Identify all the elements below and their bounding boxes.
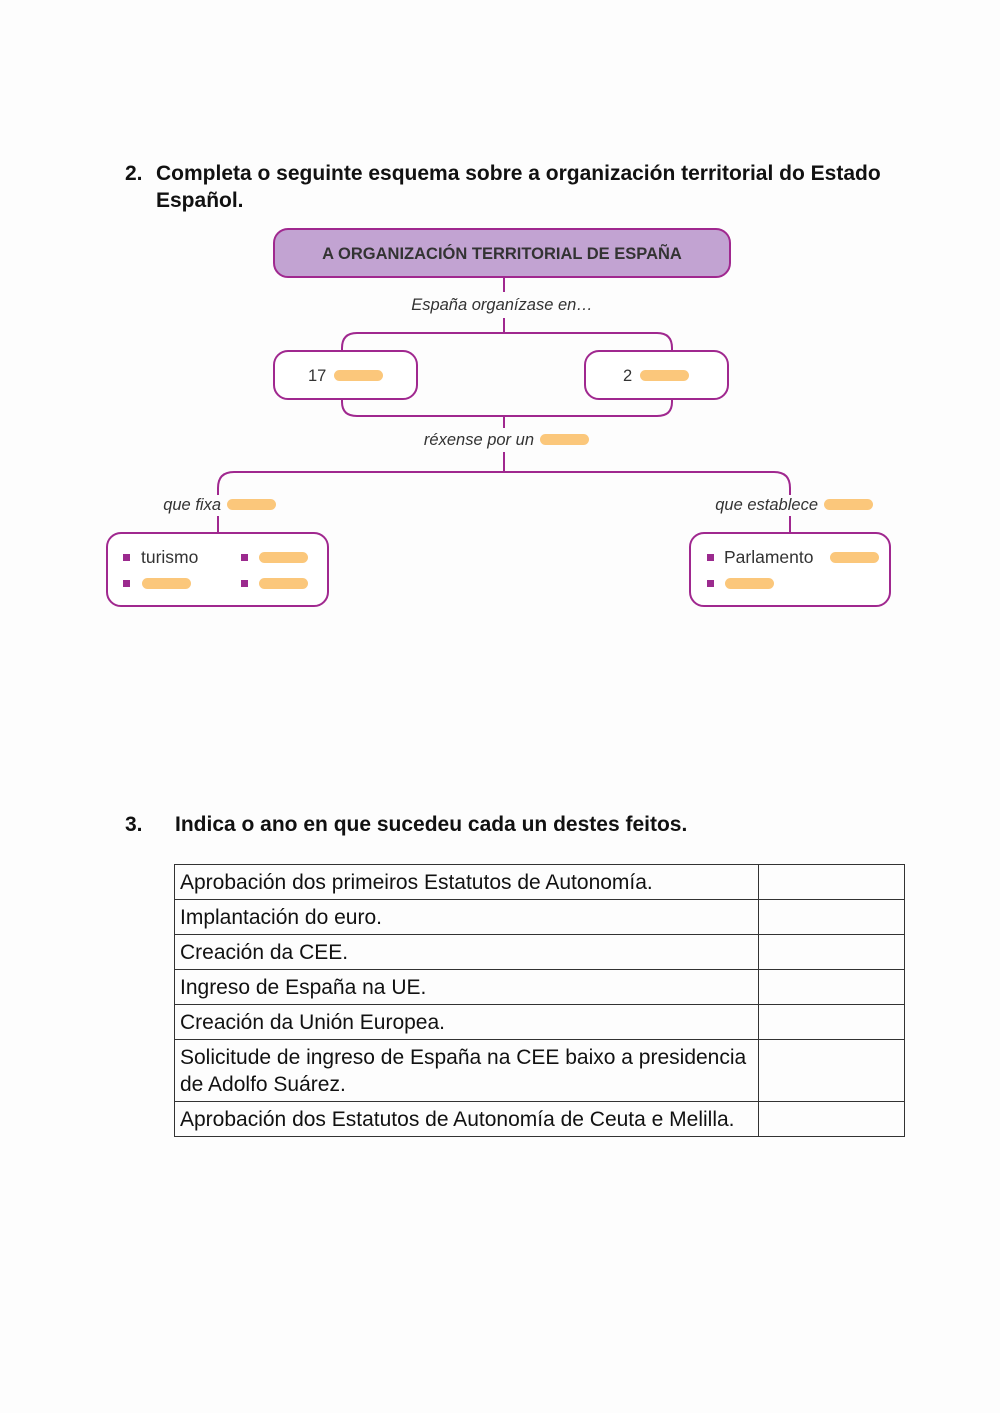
bullet-icon (123, 554, 130, 561)
fact-cell: Ingreso de España na UE. (175, 970, 759, 1005)
blank-fixa[interactable] (227, 499, 276, 510)
diagram-title: A ORGANIZACIÓN TERRITORIAL DE ESPAÑA (322, 245, 682, 263)
label-fixa: que fixa (163, 496, 221, 514)
question-text: Indica o ano en que sucedeu cada un destes feitos. (175, 813, 688, 836)
year-answer-cell[interactable] (759, 1005, 905, 1040)
question-text: Completa o seguinte esquema sobre a organización territorial do Estado Español. (156, 162, 881, 212)
question-number: 2. (125, 162, 143, 185)
bullet-icon (241, 554, 248, 561)
box-communities-number: 17 (308, 367, 327, 385)
year-answer-cell[interactable] (759, 970, 905, 1005)
table-row (175, 1102, 905, 1137)
blank-rexense[interactable] (540, 434, 589, 445)
label-establece: que establece (715, 496, 818, 514)
table-row (175, 865, 905, 900)
year-answer-cell[interactable] (759, 1102, 905, 1137)
page-cut-mask (170, 1172, 930, 1212)
fact-cell: Creación da Unión Europea. (175, 1005, 759, 1040)
territorial-organization-diagram (0, 0, 1000, 700)
bullet-icon (707, 554, 714, 561)
blank-establece[interactable] (824, 499, 873, 510)
box-competences (107, 533, 328, 606)
institution-item: Parlamento (724, 547, 814, 567)
question-number: 3. (125, 813, 143, 836)
blank-communities[interactable] (334, 370, 383, 381)
blank-competence[interactable] (259, 552, 308, 563)
blank-institution[interactable] (830, 552, 879, 563)
fact-cell: Aprobación dos primeiros Estatutos de Autonomía. (175, 865, 759, 900)
table-row (175, 1040, 905, 1102)
competence-item: turismo (141, 547, 199, 567)
table-row (175, 935, 905, 970)
year-answer-cell[interactable] (759, 1040, 905, 1102)
facts-table (174, 864, 905, 1137)
connector-lines (218, 277, 790, 533)
bullet-icon (707, 580, 714, 587)
label-organizase: España organízase en… (411, 296, 593, 314)
blank-cities[interactable] (640, 370, 689, 381)
blank-institution[interactable] (725, 578, 774, 589)
box-institutions (690, 533, 890, 606)
table-row (175, 900, 905, 935)
blank-competence[interactable] (142, 578, 191, 589)
fact-cell: Creación da CEE. (175, 935, 759, 970)
blank-competence[interactable] (259, 578, 308, 589)
fact-cell: Implantación do euro. (175, 900, 759, 935)
box-cities-number: 2 (623, 367, 633, 385)
bullet-icon (241, 580, 248, 587)
fact-cell: Solicitude de ingreso de España na CEE baixo a presidencia de Adolfo Suárez. (175, 1040, 759, 1102)
table-row (175, 970, 905, 1005)
bullet-icon (123, 580, 130, 587)
label-rexense: réxense por un (423, 431, 534, 449)
table-row (175, 1005, 905, 1040)
fact-cell: Aprobación dos Estatutos de Autonomía de Ceuta e Melilla. (175, 1102, 759, 1137)
year-answer-cell[interactable] (759, 935, 905, 970)
year-answer-cell[interactable] (759, 865, 905, 900)
year-answer-cell[interactable] (759, 900, 905, 935)
